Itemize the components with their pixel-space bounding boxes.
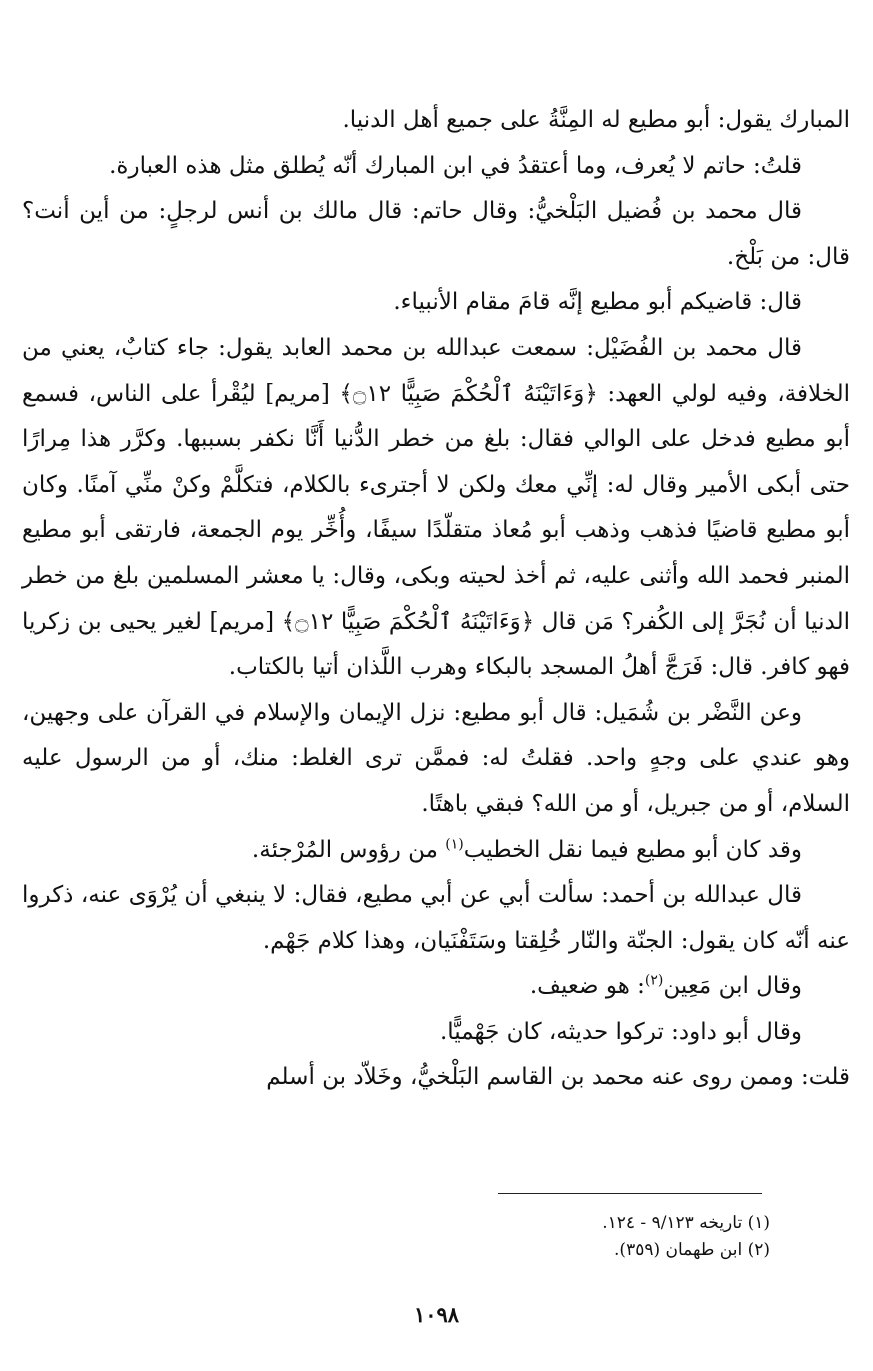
footnote: (٢) ابن طهمان (٣٥٩). [614, 1240, 770, 1260]
main-text [22, 98, 850, 1101]
page-number: ١٠٩٨ [413, 1302, 460, 1327]
paragraph [22, 964, 850, 1010]
footnotes [300, 1210, 770, 1264]
paragraph-text: من رؤوس المُرْجئة. [251, 836, 446, 863]
paragraph-text: وقال أبو داود: تركوا حديثه، كان جَهْميًّا. [439, 1018, 802, 1045]
paragraph-text: قال محمد بن فُضيل البَلْخيُّ: وقال حاتم: قال مالك بن أنس لرجلٍ: من أين أنت؟ قال: من بَلْخ. [22, 198, 850, 270]
paragraph [22, 98, 850, 144]
paragraph-text: قلت: وممن روى عنه محمد بن القاسم البَلْخيُّ، وخَلاّد بن أسلم [266, 1064, 850, 1091]
paragraph [22, 326, 850, 691]
paragraph [22, 691, 850, 828]
footnote-ref: (١) [445, 835, 464, 852]
footnote-ref: (٢) [644, 972, 664, 989]
paragraph-text: المبارك يقول: أبو مطيع له المِنَّةُ على جميع أهل الدنيا. [342, 107, 850, 133]
paragraph-text: قال محمد بن الفُضَيْل: سمعت عبدالله بن محمد العابد يقول: جاء كتابٌ، يعني من الخلافة، وفيه لولي العهد: ﴿وَءَاتَيْنَهُ ٱلْحُكْمَ صَبِيًّا ۝١٢﴾ [مريم] ليُقْرأ على الناس، فسمع أبو مطيع فدخل على الوالي فقال: بلغ من خطر الدُّنيا أَنَّا نكفر بسببها. وكرَّر هذا مِرارًا حتى أبكى الأمير وقال له: إنِّي معك ولكن لا أجترىء بالكلام، فتكلَّمْ وكنْ منِّي آمنًا. وكان أبو مطيع قاضيًا فذهب وذهب أبو مُعاذ متقلّدًا سيفًا، وأُخِّر يوم الجمعة، فارتقى أبو مطيع المنبر فحمد الله وأثنى عليه، ثم أخذ لحيته وبكى، وقال: يا معشر المسلمين بلغ من خطر الدنيا أن نُجَرَّ إلى الكُفر؟ مَن قال ﴿وَءَاتَيْنَهُ ٱلْحُكْمَ صَبِيًّا ۝١٢﴾ [مريم] لغير يحيى بن زكريا فهو كافر. قال: فَرَجَّ أهلُ المسجد بالبكاء وهرب اللَّذان أتيا بالكتاب. [22, 334, 850, 681]
paragraph [22, 1010, 850, 1056]
footnote-divider [498, 1193, 762, 1194]
paragraph-text: قال عبدالله بن أحمد: سألت أبي عن أبي مطيع، فقال: لا ينبغي أن يُرْوَى عنه، ذكروا عنه أنّه كان يقول: الجنّة والنّار خُلِقتا وسَتَفْنَيان، وهذا كلام جَهْم. [22, 882, 850, 954]
paragraph [22, 189, 850, 280]
paragraph-text: وعن النَّضْر بن شُمَيل: قال أبو مطيع: نزل الإيمان والإسلام في القرآن على وجهين، وهو عندي على وجهٍ واحد. فقلتُ له: فممَّن ترى الغلط: منك، أو من الرسول عليه السلام، أو من جبريل، أو من الله؟ فبقي باهتًا. [22, 699, 850, 817]
paragraph-text: : هو ضعيف. [529, 973, 645, 1000]
paragraph [22, 1055, 850, 1101]
paragraph-text: قال: قاضيكم أبو مطيع إنَّه قامَ مقام الأنبياء. [393, 289, 802, 316]
paragraph-text: وقد كان أبو مطيع فيما نقل الخطيب [463, 836, 802, 863]
footnote: (١) تاريخه ٩/١٢٣ - ١٢٤. [602, 1213, 770, 1233]
paragraph [22, 280, 850, 326]
paragraph [22, 144, 850, 190]
paragraph [22, 828, 850, 874]
paragraph-text: وقال ابن مَعِين [663, 973, 802, 1000]
paragraph [22, 873, 850, 964]
paragraph-text: قلتُ: حاتم لا يُعرف، وما أعتقدُ في ابن المبارك أنّه يُطلق مثل هذه العبارة. [109, 152, 802, 179]
